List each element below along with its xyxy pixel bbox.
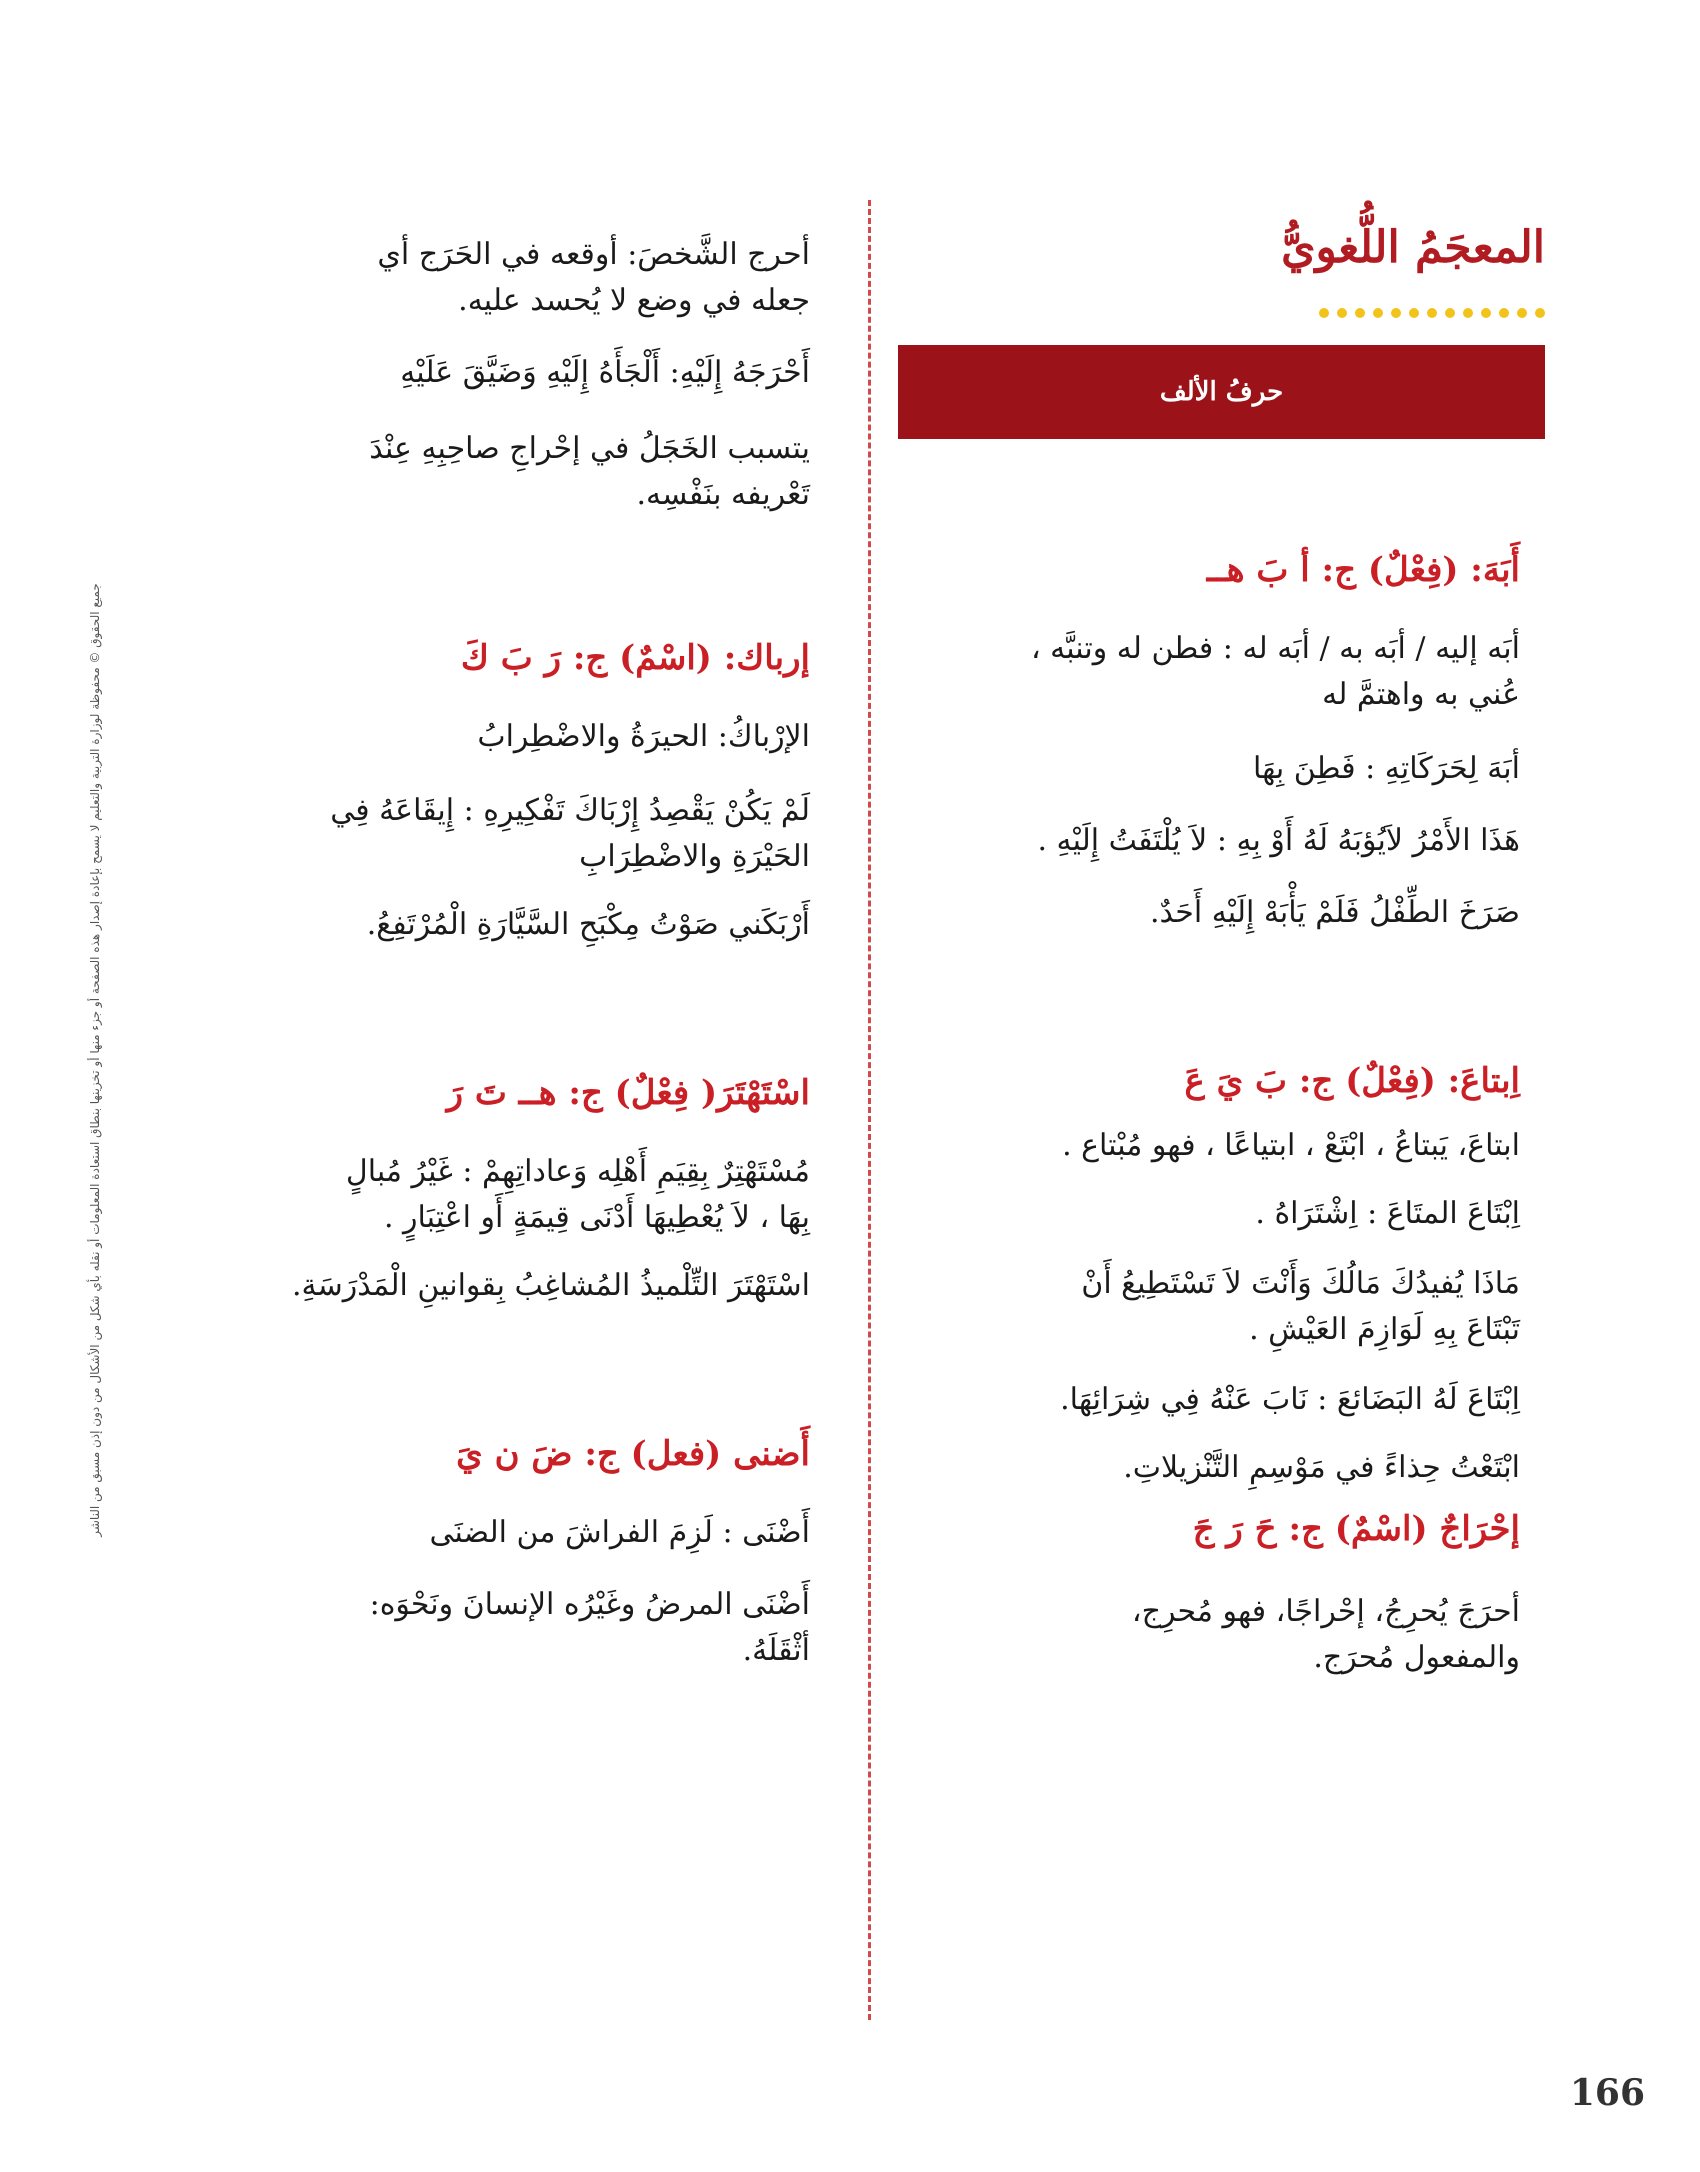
entry-line: لَمْ يَكُنْ يَقْصِدُ إِرْبَاكَ تَفْكِيرِهِ : إِيقَاعَهُ فِي — [330, 793, 810, 828]
entry-line: أبَه إليه / أبَه به / أبَه له : فطن له وتنبَّه ، — [1030, 631, 1520, 666]
entry-irbak — [225, 638, 810, 948]
title-dots — [1319, 308, 1545, 318]
entry-line: والمفعول مُحرَج. — [1313, 1640, 1520, 1675]
entry-heading: اِبتاعَ: (فِعْلٌ) ج: بَ يَ عَ — [1184, 1061, 1520, 1101]
entry-line: بِهَا ، لاَ يُعْطِيهَا أَدْنَى قِيمَةٍ أَو اعْتِبَارٍ . — [383, 1200, 810, 1235]
page-title: المعجَمُ اللُّغويُّ — [1281, 222, 1545, 273]
column-divider — [868, 200, 871, 2020]
entry-line: ابتاعَ، يَبتاعُ ، ابْتَعْ ، ابتياعًا ، فهو مُبْتاع . — [1062, 1128, 1520, 1163]
page-number: 166 — [1569, 2072, 1645, 2114]
entry-line: اِبْتَاعَ لَهُ البَضَائعَ : نَابَ عَنْهُ فِي شِرَائِهَا. — [1060, 1382, 1520, 1417]
entry-line: هَذَا الأَمْرُ لاَيُؤبَهُ لَهُ أَوْ بِهِ : لاَ يُلْتَفَتُ إِلَيْهِ . — [1037, 823, 1520, 858]
entry-line: اسْتَهْتَرَ التِّلْميذُ المُشاغِبُ بِقوانينِ الْمَدْرَسَةِ. — [292, 1268, 810, 1303]
entry-abaha — [900, 550, 1520, 936]
entry-line: تَعْريفه بنَفْسِه. — [636, 477, 810, 512]
entry-line: صَرَخَ الطِّفْلُ فَلَمْ يَأْبَهْ إِلَيْهِ أَحَدٌ. — [1150, 895, 1520, 930]
entry-ihraj — [900, 1509, 1520, 1681]
entry-line: أبَهَ لِحَرَكَاتِهِ : فَطِنَ بِهَا — [1252, 751, 1520, 786]
entry-line: أَضْنَى : لَزِمَ الفراشَ من الضنَى — [429, 1515, 810, 1550]
entry-heading: أَبَهَ: (فِعْلٌ) ج: أ بَ هــ — [1206, 550, 1520, 590]
entry-line: أَضْنَى المرضُ وغَيْرُه الإنسانَ ونَحْوَه: — [369, 1587, 810, 1622]
entry-line: جعله في وضع لا يُحسد عليه. — [458, 283, 810, 318]
entry-heading: اسْتَهْتَرَ( فِعْلٌ) ج: هــ تَ رَ — [446, 1073, 810, 1113]
entry-line: أثْقَلَهُ. — [742, 1633, 810, 1668]
entry-line: أحرَجَ يُحرِجُ، إحْراجًا، فهو مُحرِج، — [1131, 1594, 1520, 1629]
entry-heading: إحْرَاجٌ (اسْمٌ) ج: حَ رَ جَ — [1192, 1509, 1520, 1549]
entry-line: اِبْتَاعَ المتَاعَ : اِشْتَرَاهُ . — [1255, 1196, 1520, 1231]
right-column — [900, 550, 1520, 1681]
copyright-sidebar: جميع الحقوق © محفوظة لوزارة التربية والتعليم لا يسمح بإعادة إصدار هذه الصفحة أو جزء منها أو تخزينها بنطاق استعادة المعلومات أو نقله بأي شكل من الأشكال من دون إذن مسبق من الناشر — [88, 583, 102, 1537]
entry-line: الإرْباكُ: الحيرَةُ والاضْطِرابُ — [477, 719, 810, 754]
entry-line: الحَيْرَةِ والاضْطِرَابِ — [579, 839, 810, 874]
entry-line: أَحْرَجَهُ إِلَيْهِ: أَلْجَأَهُ إِلَيْهِ وَضَيَّقَ عَلَيْهِ — [400, 355, 810, 390]
entry-line: مُسْتَهْتِرٌ بِقِيَمِ أَهْلِه وَعاداتِهِمْ : غَيْرُ مُبالٍ — [345, 1154, 810, 1189]
entry-line: أحرج الشَّخصَ: أوقعه في الحَرَج أي — [377, 237, 810, 272]
entry-istahtara — [225, 1073, 810, 1309]
intro-block — [225, 232, 810, 518]
entry-line: مَاذَا يُفيدُكَ مَالُكَ وَأَنْتَ لاَ تَسْتَطِيعُ أَنْ — [1081, 1266, 1520, 1301]
entry-line: ابْتَعْتُ حِذاءً في مَوْسِمِ التَّنْزيلاتِ. — [1123, 1450, 1520, 1485]
left-column — [225, 232, 810, 1674]
banner-label: حرفُ الألف — [1159, 377, 1284, 407]
entry-line: تَبْتَاعَ بِهِ لَوَازِمَ العَيْشِ . — [1249, 1312, 1520, 1347]
entry-line: أَرْبَكَني صَوْتُ مِكْبَحِ السَّيَّارَةِ الْمُرْتَفِعُ. — [366, 907, 810, 942]
entry-heading: أَضنى (فعل) ج: ضَ ن يَ — [456, 1434, 810, 1474]
entry-line: يتسبب الخَجَلُ في إحْراجِ صاحِبِهِ عِنْدَ — [369, 431, 810, 466]
entry-ibtaa — [900, 1061, 1520, 1491]
entry-line: عُني به واهتمَّ له — [1322, 677, 1520, 712]
entry-adna — [225, 1434, 810, 1674]
section-banner — [898, 345, 1545, 439]
entry-heading: إرباك: (اسْمٌ) ج: رَ بَ كَ — [460, 638, 810, 678]
